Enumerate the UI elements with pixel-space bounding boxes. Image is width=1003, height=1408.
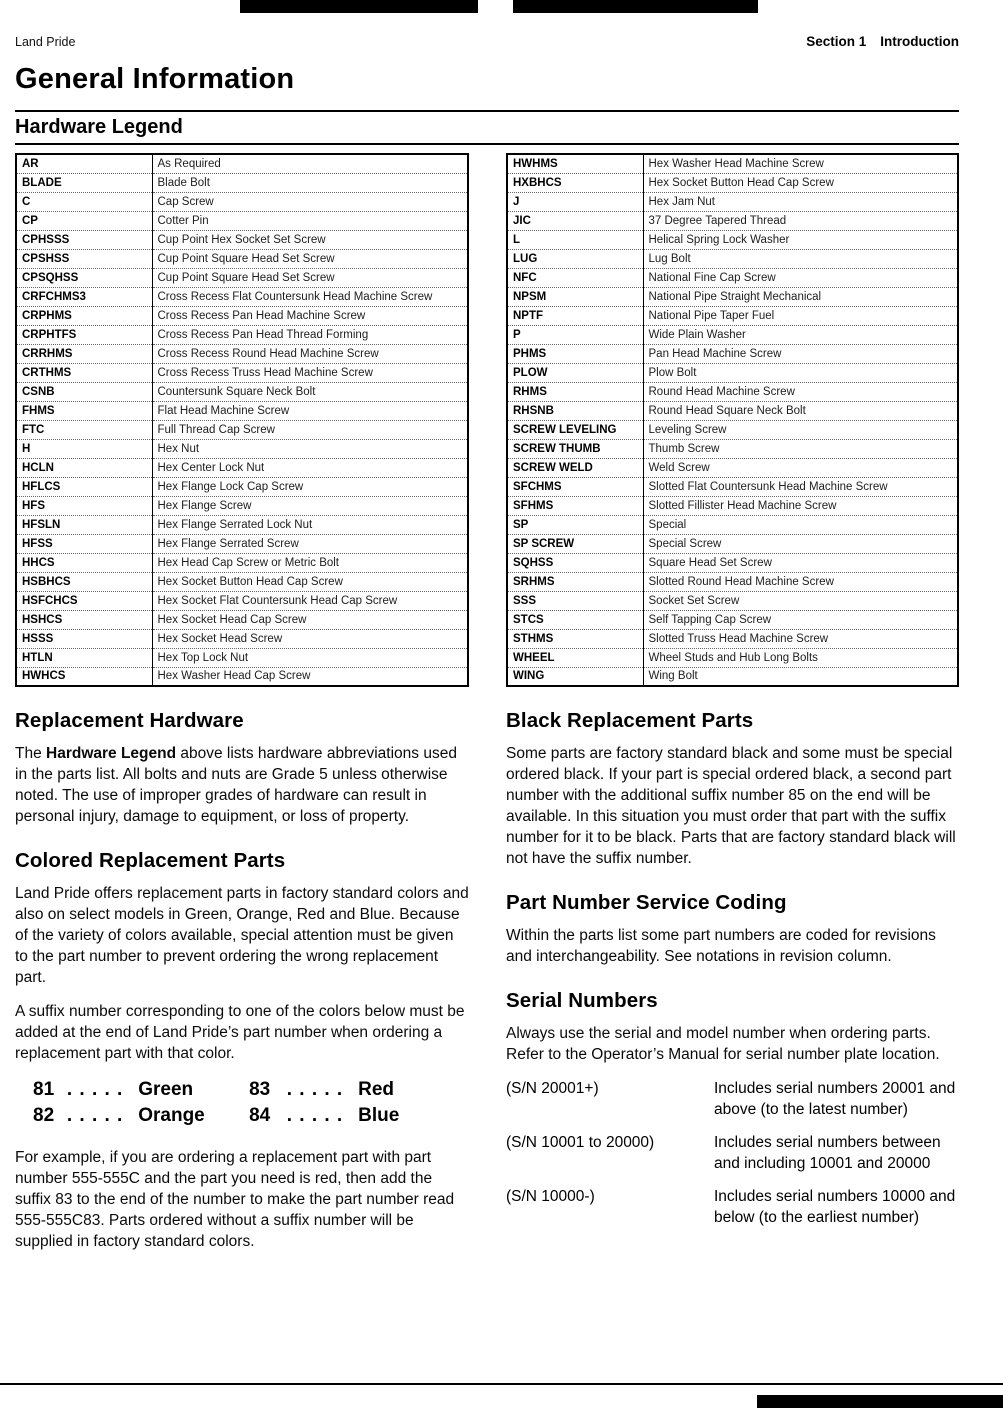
section-label: Section 1 (806, 34, 867, 49)
brand-text: Land Pride (15, 35, 76, 49)
color-name: Green (138, 1079, 194, 1100)
table-row (507, 344, 958, 363)
description-cell: Hex Socket Flat Countersunk Head Cap Screw (152, 591, 468, 610)
description-cell: Hex Washer Head Machine Screw (648, 157, 824, 170)
abbreviation-cell: L (507, 230, 643, 249)
description-cell: Special Screw (643, 534, 958, 553)
description-cell: Hex Socket Head Screw (152, 629, 468, 648)
abbreviation-cell: HSBHCS (16, 572, 152, 591)
abbreviation-cell: CSNB (16, 382, 152, 401)
dot-leader: . . . . . (66, 1105, 124, 1126)
legend-right-body (507, 154, 958, 686)
description-cell: Slotted Fillister Head Machine Screw (643, 496, 958, 515)
serial-number-entry (506, 1078, 959, 1120)
abbreviation-cell: SCREW LEVELING (507, 420, 643, 439)
table-row (16, 230, 468, 249)
abbreviation-cell: SP (507, 515, 643, 534)
description-cell: Wheel Studs and Hub Long Bolts (643, 648, 958, 667)
suffix-code: 81 (33, 1079, 55, 1100)
hardware-legend-table-right (506, 153, 959, 687)
description-cell: 37 Degree Tapered Thread (643, 211, 958, 230)
abbreviation-cell: BLADE (16, 173, 152, 192)
color-suffix-row (33, 1077, 469, 1103)
table-row (16, 382, 468, 401)
description-cell: Hex Top Lock Nut (152, 648, 468, 667)
abbreviation-cell: SCREW WELD (507, 458, 643, 477)
table-row (16, 591, 468, 610)
abbreviation-cell: WHEEL (507, 648, 643, 667)
part-number-coding-heading: Part Number Service Coding (506, 891, 787, 914)
table-row (507, 192, 958, 211)
description-cell: Hex Flange Screw (152, 496, 468, 515)
table-row (507, 610, 958, 629)
abbreviation-cell: H (16, 439, 152, 458)
abbreviation-cell: CRPHMS (16, 306, 152, 325)
colored-parts-paragraph-1: Land Pride offers replacement parts in factory standard colors and also on select models in Green, Orange, Red and Blue. Because of the variety of colors available, special attention must be given to the part number to prevent ordering the wrong replacement part. (15, 885, 469, 986)
dot-leader: . . . . . (286, 1079, 344, 1100)
table-row (16, 401, 468, 420)
abbreviation-cell: HXBHCS (507, 173, 643, 192)
serial-range-label: (S/N 20001+) (506, 1080, 599, 1097)
table-row (16, 249, 468, 268)
abbreviation-cell: CRPHTFS (16, 325, 152, 344)
abbreviation-cell: FTC (16, 420, 152, 439)
description-cell: Hex Washer Head Cap Screw (152, 667, 468, 686)
abbreviation-cell: P (507, 325, 643, 344)
table-row (507, 439, 958, 458)
abbreviation-cell: CRFCHMS3 (16, 287, 152, 306)
table-row (507, 648, 958, 667)
abbreviation-cell: NPSM (507, 287, 643, 306)
description-cell: Hex Flange Lock Cap Screw (152, 477, 468, 496)
serial-range-description: Includes serial numbers between and including 10001 and 20000 (714, 1134, 941, 1172)
abbreviation-cell: C (16, 192, 152, 211)
description-cell: Thumb Screw (643, 439, 958, 458)
abbreviation-cell: NFC (507, 268, 643, 287)
description-cell: Cotter Pin (152, 211, 468, 230)
abbreviation-cell: PLOW (507, 363, 643, 382)
description-cell: National Pipe Taper Fuel (643, 306, 958, 325)
table-row (16, 610, 468, 629)
table-row (16, 363, 468, 382)
abbreviation-cell: SFHMS (507, 496, 643, 515)
legend-left-body (16, 154, 468, 686)
table-row (16, 477, 468, 496)
description-cell: Full Thread Cap Screw (152, 420, 468, 439)
description-cell: Hex Center Lock Nut (152, 458, 468, 477)
abbreviation-cell: HFLCS (16, 477, 152, 496)
serial-number-list (506, 1078, 959, 1228)
text-run: above lists hardware abbreviations used in the parts list. All bolts and nuts are Grade 5 unless otherwise noted. The use of improper grades of hardware can result in personal injury, damage to equipment, or loss of property. (15, 745, 457, 825)
left-column (15, 709, 469, 1265)
description-cell: Cup Point Square Head Set Screw (152, 268, 468, 287)
table-row (507, 268, 958, 287)
table-row (507, 306, 958, 325)
abbreviation-cell: HWHMS (507, 154, 643, 173)
table-row (507, 572, 958, 591)
table-row (507, 420, 958, 439)
table-row (16, 458, 468, 477)
abbreviation-cell: HFS (16, 496, 152, 515)
color-name: Blue (358, 1105, 400, 1126)
table-row (507, 363, 958, 382)
description-cell: Round Head Machine Screw (643, 382, 958, 401)
table-row (16, 154, 468, 173)
table-row (16, 667, 468, 686)
colored-parts-heading: Colored Replacement Parts (15, 849, 286, 872)
description-cell: Socket Set Screw (643, 591, 958, 610)
table-row (16, 420, 468, 439)
description-cell: Cross Recess Pan Head Thread Forming (152, 325, 468, 344)
table-row (16, 192, 468, 211)
description-cell: Cross Recess Pan Head Machine Screw (152, 306, 468, 325)
description-cell: Blade Bolt (152, 173, 468, 192)
abbreviation-cell: HSHCS (16, 610, 152, 629)
description-cell: Cup Point Hex Socket Set Screw (152, 230, 468, 249)
black-parts-heading: Black Replacement Parts (506, 709, 754, 732)
description-cell: Self Tapping Cap Screw (643, 610, 958, 629)
description-cell: Cap Screw (152, 192, 468, 211)
abbreviation-cell: CP (16, 211, 152, 230)
description-cell: Cup Point Square Head Set Screw (152, 249, 468, 268)
description-cell: Hex Socket Button Head Cap Screw (643, 173, 958, 192)
description-cell: Cross Recess Flat Countersunk Head Machine Screw (152, 287, 468, 306)
part-number-coding-paragraph: Within the parts list some part numbers are coded for revisions and interchangeability. See notations in revision column. (506, 927, 936, 965)
colored-parts-paragraph-2: A suffix number corresponding to one of the colors below must be added at the end of Land Pride’s part number when ordering a replacement part with that color. (15, 1003, 465, 1062)
abbreviation-cell: WING (507, 667, 643, 686)
redacted-top-bar-1 (240, 0, 478, 13)
description-cell: Hex Socket Head Cap Screw (152, 610, 468, 629)
abbreviation-cell: FHMS (16, 401, 152, 420)
divider-rule (15, 143, 959, 145)
table-row (507, 249, 958, 268)
description-cell: Plow Bolt (643, 363, 958, 382)
description-cell: Hex Nut (152, 439, 468, 458)
description-cell: Countersunk Square Neck Bolt (152, 382, 468, 401)
replacement-hardware-heading: Replacement Hardware (15, 709, 244, 732)
abbreviation-cell: CRRHMS (16, 344, 152, 363)
color-suffix-row (33, 1103, 469, 1129)
description-cell: Weld Screw (643, 458, 958, 477)
color-name: Red (358, 1079, 395, 1100)
table-row (16, 325, 468, 344)
description-cell: Pan Head Machine Screw (643, 344, 958, 363)
table-row (16, 268, 468, 287)
table-row (16, 287, 468, 306)
description-cell: Leveling Screw (643, 420, 958, 439)
description-cell: Square Head Set Screw (643, 553, 958, 572)
black-parts-paragraph: Some parts are factory standard black and some must be special ordered black. If your part is special ordered black, a second part number with the additional suffix number 85 on the end will be available. In this situation you must order that part with the suffix number for it to be black. Parts that are factory standard black will not have the suffix number. (506, 745, 956, 867)
description-cell: Cross Recess Truss Head Machine Screw (152, 363, 468, 382)
serial-number-entry (506, 1186, 959, 1228)
section-title: Introduction (880, 34, 959, 49)
color-name: Orange (138, 1105, 205, 1126)
table-row (507, 477, 958, 496)
abbreviation-cell: CPSQHSS (16, 268, 152, 287)
description-cell: Cross Recess Round Head Machine Screw (152, 344, 468, 363)
table-row (507, 458, 958, 477)
abbreviation-cell: J (507, 192, 643, 211)
abbreviation-cell: AR (16, 154, 152, 173)
suffix-code: 82 (33, 1105, 55, 1126)
table-row (507, 534, 958, 553)
table-row (507, 173, 958, 192)
table-row (507, 211, 958, 230)
table-row (16, 211, 468, 230)
table-row (16, 553, 468, 572)
table-row (16, 629, 468, 648)
table-row (507, 154, 958, 173)
serial-range-label: (S/N 10000-) (506, 1188, 595, 1205)
abbreviation-cell: STHMS (507, 629, 643, 648)
serial-range-description: Includes serial numbers 10000 and below (to the earliest number) (714, 1188, 956, 1226)
table-row (507, 230, 958, 249)
description-cell: National Fine Cap Screw (643, 268, 958, 287)
table-row (507, 496, 958, 515)
abbreviation-cell: SQHSS (507, 553, 643, 572)
abbreviation-cell: HWHCS (16, 667, 152, 686)
table-row (507, 401, 958, 420)
description-cell: Wing Bolt (643, 667, 958, 686)
abbreviation-cell: SFCHMS (507, 477, 643, 496)
description-cell: Hex Head Cap Screw or Metric Bolt (152, 553, 468, 572)
table-row (507, 629, 958, 648)
table-row (16, 515, 468, 534)
page-header (15, 34, 959, 49)
table-row (16, 439, 468, 458)
color-suffix-table (33, 1077, 469, 1129)
abbreviation-cell: RHSNB (507, 401, 643, 420)
table-row (507, 667, 958, 686)
table-row (16, 496, 468, 515)
redacted-top-bar-2 (513, 0, 758, 13)
abbreviation-cell: CPSHSS (16, 249, 152, 268)
abbreviation-cell: HFSS (16, 534, 152, 553)
table-row (16, 173, 468, 192)
abbreviation-cell: SSS (507, 591, 643, 610)
abbreviation-cell: SCREW THUMB (507, 439, 643, 458)
description-cell: Wide Plain Washer (643, 325, 958, 344)
abbreviation-cell: HSSS (16, 629, 152, 648)
description-cell: As Required (157, 157, 221, 170)
serial-numbers-paragraph: Always use the serial and model number when ordering parts. Refer to the Operator’s Manual for serial number plate location. (506, 1025, 940, 1063)
abbreviation-cell: LUG (507, 249, 643, 268)
table-row (16, 306, 468, 325)
colored-parts-paragraph-3: For example, if you are ordering a replacement part with part number 555-555C and the part you need is red, then add the suffix 83 to the end of the number to make the part number read 555-555C83. Parts ordered without a suffix number will be supplied in factory standard colors. (15, 1149, 455, 1250)
page-title: General Information (15, 63, 295, 95)
bottom-divider-rule (0, 1383, 1003, 1385)
serial-number-entry (506, 1132, 959, 1174)
abbreviation-cell: STCS (507, 610, 643, 629)
description-cell: Flat Head Machine Screw (152, 401, 468, 420)
hardware-legend-ref: Hardware Legend (46, 745, 177, 762)
abbreviation-cell: HSFCHCS (16, 591, 152, 610)
description-cell: Slotted Truss Head Machine Screw (643, 629, 958, 648)
description-cell: Hex Flange Serrated Lock Nut (152, 515, 468, 534)
description-cell: Hex Socket Button Head Cap Screw (152, 572, 468, 591)
table-row (507, 325, 958, 344)
text-run: The (15, 745, 47, 762)
abbreviation-cell: HCLN (16, 458, 152, 477)
serial-range-description: Includes serial numbers 20001 and above (to the latest number) (714, 1080, 956, 1118)
description-cell: Helical Spring Lock Washer (643, 230, 958, 249)
table-row (16, 648, 468, 667)
abbreviation-cell: CRTHMS (16, 363, 152, 382)
suffix-code: 83 (249, 1079, 271, 1100)
table-row (16, 344, 468, 363)
section-reference (806, 34, 959, 49)
abbreviation-cell: HTLN (16, 648, 152, 667)
serial-range-label: (S/N 10001 to 20000) (506, 1134, 655, 1151)
replacement-hardware-paragraph (15, 743, 469, 827)
hardware-legend-table-left (15, 153, 469, 687)
dot-leader: . . . . . (66, 1079, 124, 1100)
divider-rule (15, 110, 959, 112)
hardware-legend-tables (15, 153, 959, 687)
description-cell: Slotted Round Head Machine Screw (643, 572, 958, 591)
suffix-code: 84 (249, 1105, 271, 1126)
description-cell: Lug Bolt (643, 249, 958, 268)
abbreviation-cell: JIC (507, 211, 643, 230)
redacted-bottom-bar (757, 1395, 1003, 1408)
description-cell: Special (643, 515, 958, 534)
dot-leader: . . . . . (286, 1105, 344, 1126)
abbreviation-cell: NPTF (507, 306, 643, 325)
right-column (506, 709, 959, 1265)
table-row (507, 382, 958, 401)
text-columns (15, 709, 959, 1265)
description-cell: Hex Flange Serrated Screw (152, 534, 468, 553)
abbreviation-cell: HFSLN (16, 515, 152, 534)
table-row (16, 572, 468, 591)
table-row (507, 591, 958, 610)
table-row (507, 553, 958, 572)
hardware-legend-title: Hardware Legend (15, 116, 183, 138)
abbreviation-cell: HHCS (16, 553, 152, 572)
table-row (507, 287, 958, 306)
description-cell: National Pipe Straight Mechanical (643, 287, 958, 306)
table-row (16, 534, 468, 553)
abbreviation-cell: SP SCREW (507, 534, 643, 553)
abbreviation-cell: PHMS (507, 344, 643, 363)
abbreviation-cell: SRHMS (507, 572, 643, 591)
description-cell: Slotted Flat Countersunk Head Machine Screw (643, 477, 958, 496)
serial-numbers-heading: Serial Numbers (506, 989, 658, 1012)
abbreviation-cell: RHMS (507, 382, 643, 401)
description-cell: Round Head Square Neck Bolt (643, 401, 958, 420)
abbreviation-cell: CPHSSS (16, 230, 152, 249)
description-cell: Hex Jam Nut (643, 192, 958, 211)
table-row (507, 515, 958, 534)
